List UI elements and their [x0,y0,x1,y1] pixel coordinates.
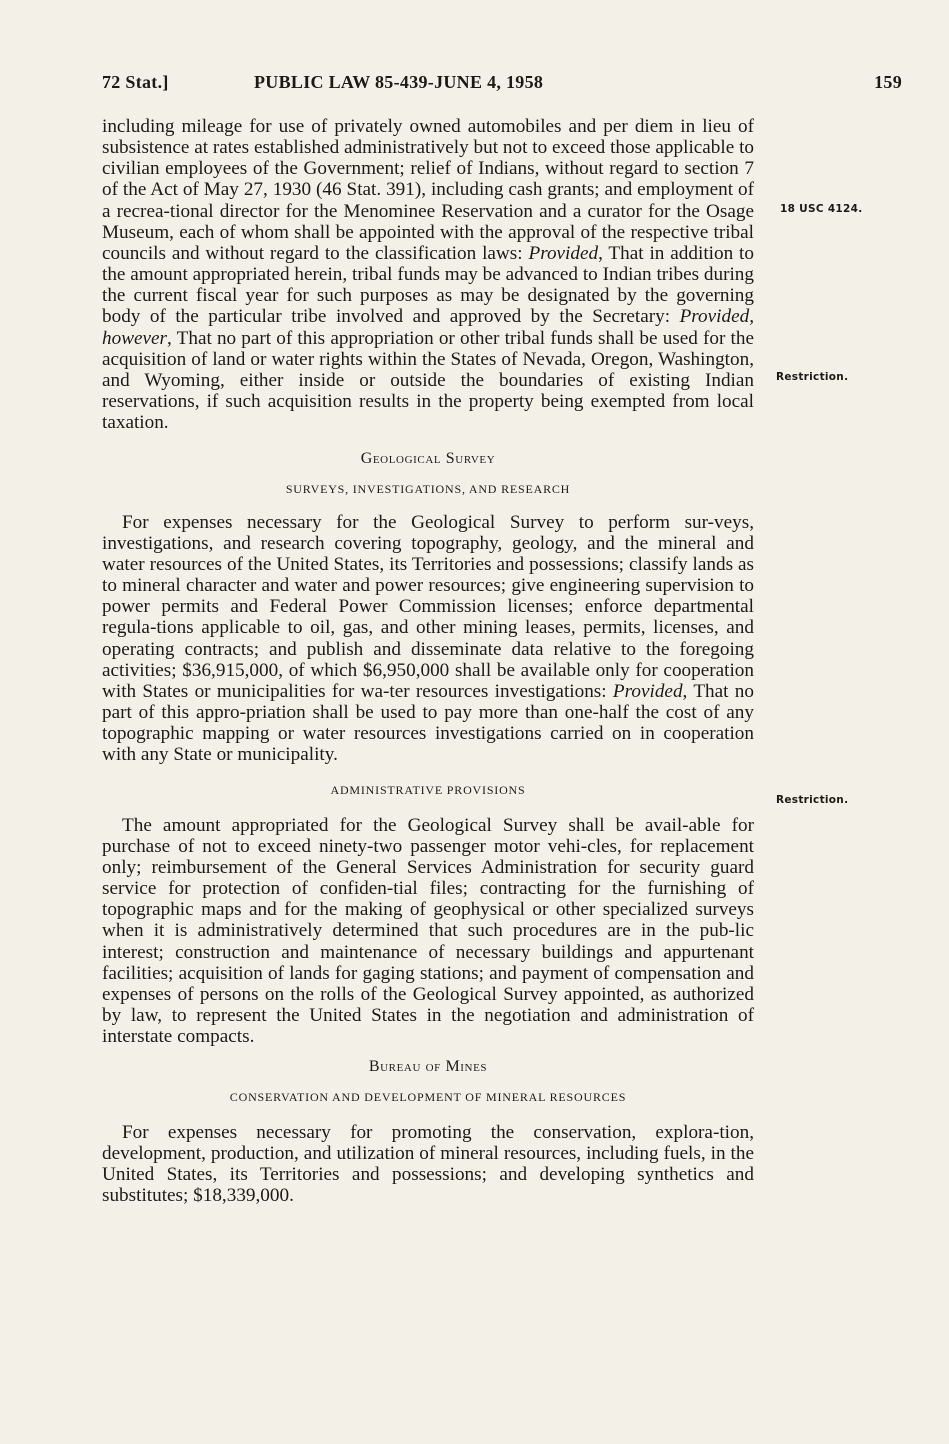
paragraph-tribal-funds: including mileage for use of privately owned automobiles and per diem in lieu of subsistence at rates established administratively but not to exceed those applicable to civilian employees of the Government; relief of Indians, without regard to section 7 of the Act of May 27, 1930 (46 Stat. 391), including cash grants; and employment of a recrea-tional director for the Menominee Reservation and a curator for the Osage Museum, each of whom shall be appointed with the approval of the respective tribal councils and without regard to the classification laws: Provided, That in addition to the amount appropriated herein, tribal funds may be advanced to Indian tribes during the current fiscal year for such purposes as may be designated by the governing body of the particular tribe involved and approved by the Secretary: Provided, however, That no part of this appropriation or other tribal funds shall be used for the acquisition of land or water rights within the States of Nevada, Oregon, Washington, and Wyoming, either inside or outside the boundaries of existing Indian reservations, if such acquisition results in the property being exempted from local taxation. [102,116,754,434]
paragraph-administrative-provisions: The amount appropriated for the Geological Survey shall be avail-able for purchase of not to exceed ninety-two passenger motor vehi-cles, for replacement only; reimbursement of the General Services Administration for security guard service for protection of confiden-tial files; contracting for the furnishing of topographic maps and for the making of geophysical or other specialized surveys when it is administratively determined that such procedures are in the pub-lic interest; construction and maintenance of necessary buildings and appurtenant facilities; acquisition of lands for gaging stations; and payment of compensation and expenses of persons on the rolls of the Geological Survey appointed, as authorized by law, to represent the United States in the negotiation and administration of interstate compacts. [102,814,754,1048]
margin-notes [770,0,940,1444]
volume-citation: 72 Stat.] [102,72,169,92]
heading-administrative-provisions: ADMINISTRATIVE PROVISIONS [330,782,526,797]
paragraph-geological-survey-expenses: For expenses necessary for the Geological Survey to perform sur-veys, investigations, and research covering topography, geology, and the mineral and water resources of the United States, its Territories and possessions; classify lands as to mineral character and water and power resources; give engineering supervision to power permits and Federal Power Commission licenses; enforce departmental regula-tions applicable to oil, gas, and other mining leases, permits, licenses, and operating contracts; and publish and disseminate data relative to the foregoing activities; $36,915,000, of which $6,950,000 shall be available only for cooperation with States or municipalities for wa-ter resources investigations: Provided, That no part of this appro-priation shall be used to pay more than one-half the cost of any topographic mapping or water resources investigations carried on in cooperation with any State or municipality. [102,511,754,766]
page-number: 159 [874,72,902,92]
heading-surveys-investigations: SURVEYS, INVESTIGATIONS, AND RESEARCH [285,481,571,496]
margin-note-restriction: Restriction. [776,371,849,383]
heading-geological-survey: Geological Survey [360,450,496,468]
heading-bureau-of-mines: Bureau of Mines [368,1058,488,1076]
law-title: PUBLIC LAW 85-439-JUNE 4, 1958 [254,72,544,92]
margin-note-restriction: Restriction. [776,794,849,806]
heading-conservation-development: CONSERVATION AND DEVELOPMENT OF MINERAL RESOURCES [229,1089,627,1104]
body-text [102,116,754,1206]
paragraph-mineral-resources: For expenses necessary for promoting the conservation, explora-tion, development, production, and utilization of mineral resources, including fuels, in the United States, its Territories and possessions; and developing synthetics and substitutes; $18,339,000. [102,1121,754,1207]
margin-note-usc: 18 USC 4124. [780,203,863,215]
